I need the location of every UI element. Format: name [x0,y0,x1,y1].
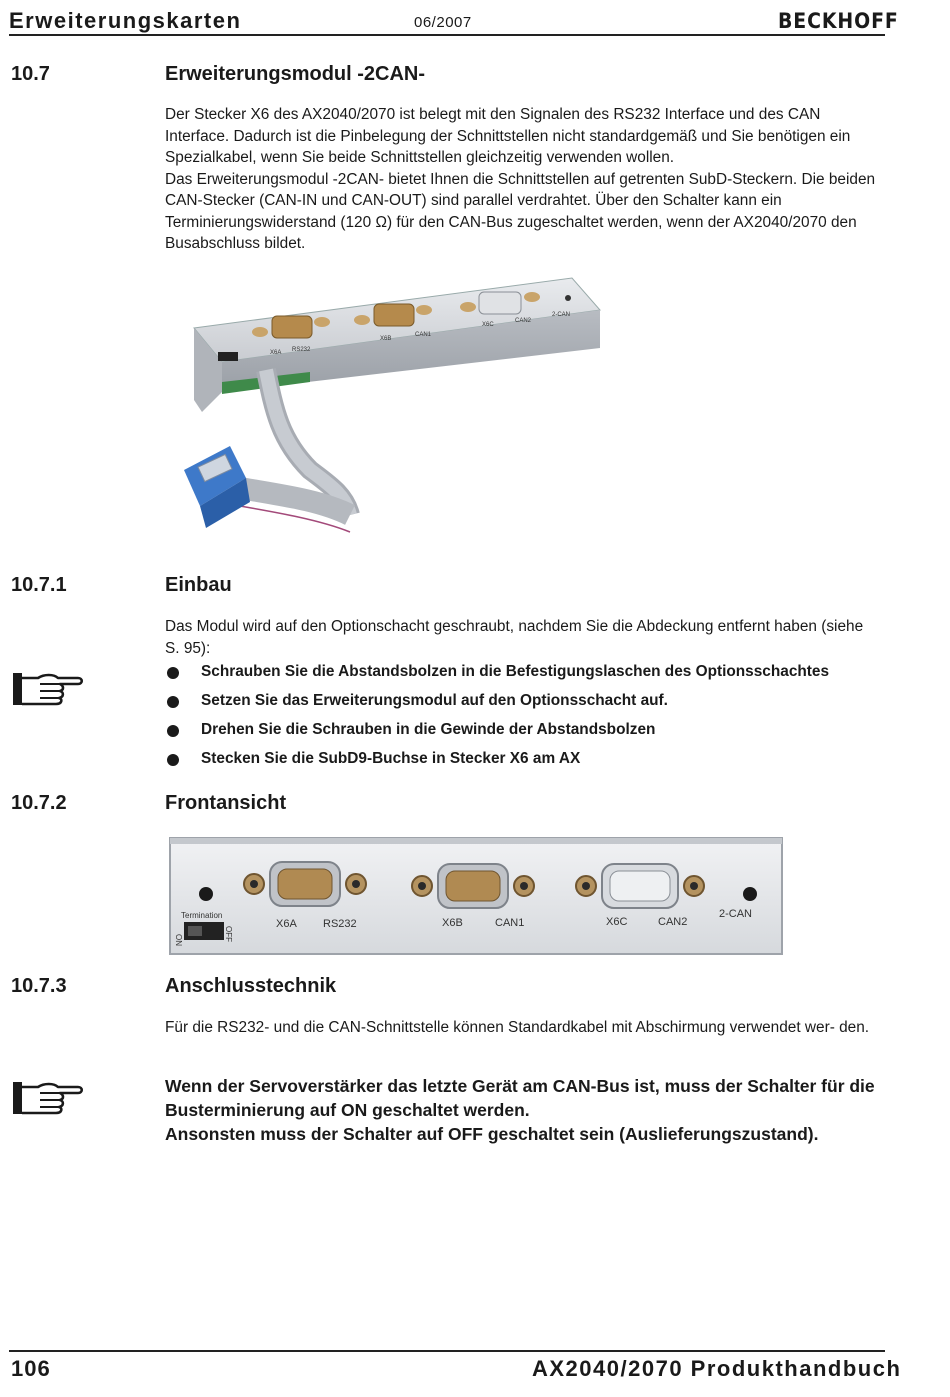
front-label-off: OFF [224,926,233,942]
pointing-hand-icon [10,1079,84,1119]
pointing-hand-icon [10,670,84,710]
front-view-photo [168,836,784,956]
module-photo [170,270,610,540]
warning-line: Ansonsten muss der Schalter auf OFF geschaltet sein (Auslieferungszustand). [165,1124,819,1144]
subsection-title: Anschlusstechnik [165,975,337,997]
warning-line: Wenn der Servoverstärker das letzte Gerät am CAN-Bus ist, muss der Schalter für die Busterminierung auf ON geschaltet werden. [165,1076,875,1120]
header-date: 06/2007 [414,14,472,31]
header-rule [9,34,885,36]
subsection-number: 10.7.2 [11,792,67,814]
front-label-termination: Termination [181,911,223,920]
front-label-can2: CAN2 [658,916,688,928]
front-label-can1: CAN1 [495,917,525,929]
paragraph: Das Erweiterungsmodul -2CAN- bietet Ihnen die Schnittstellen auf getrenten SubD-Steckern. Die beiden CAN-Stecker (CAN-IN und CAN-OUT) sind parallel verdrahtet. Über den Schalter kann ein Terminierungswiderstand (120 Ω) für den CAN-Bus zugeschaltet werden, wenn der AX2040/2070 den Busabschluss bildet. [165,170,876,252]
bullet-icon [167,696,179,708]
photo-label-can1: CAN1 [415,332,432,338]
front-label-x6b: X6B [442,917,463,929]
list-item: Setzen Sie das Erweiterungsmodul auf den Optionsschacht auf. [165,692,885,721]
front-label-2can: 2-CAN [719,908,753,920]
section-title: Erweiterungsmodul -2CAN- [165,63,426,85]
subsection-number: 10.7.1 [11,574,67,596]
subsection-title: Frontansicht [165,792,287,814]
photo-label-x6c: X6C [482,322,494,328]
photo-label-can2: CAN2 [515,318,532,324]
photo-label-x6b: X6B [380,336,392,342]
brand-logo: BECKHOFF [778,9,899,33]
photo-label-x6a: X6A [270,350,282,356]
bullet-icon [167,667,179,679]
section-body [165,104,880,255]
list-item: Schrauben Sie die Abstandsbolzen in die Befestigungslaschen des Optionsschachtes [165,663,885,692]
warning-note [165,1074,885,1146]
photo-label-2can: 2-CAN [552,312,571,318]
bullet-icon [167,725,179,737]
anschluss-text: Für die RS232- und die CAN-Schnittstelle können Standardkabel mit Abschirmung verwendet wer- den. [165,1019,870,1036]
front-label-on: ON [174,934,183,946]
page-number: 106 [11,1356,51,1381]
front-label-x6c: X6C [606,916,628,928]
einbau-steps [165,663,885,779]
footer-title: AX2040/2070 Produkthandbuch [532,1356,902,1381]
subsection-number: 10.7.3 [11,975,67,997]
bullet-icon [167,754,179,766]
list-item: Drehen Sie die Schrauben in die Gewinde der Abstandsbolzen [165,721,885,750]
header-title: Erweiterungskarten [9,8,242,33]
photo-label-rs232: RS232 [292,347,311,353]
footer-rule [9,1350,885,1352]
front-label-rs232: RS232 [323,918,357,930]
paragraph: Der Stecker X6 des AX2040/2070 ist belegt mit den Signalen des RS232 Interface und des CAN Interface. Dadurch ist die Pinbelegung der Schnittstellen nicht standardgemäß und Sie benötigen ein Spezialkabel, wenn Sie beide Schnittstellen gleichzeitig verwenden wollen. [165,106,851,166]
einbau-intro: Das Modul wird auf den Optionschacht geschraubt, nachdem Sie die Abdeckung entfernt haben (siehe S. 95): [165,618,864,657]
subsection-title: Einbau [165,574,232,596]
section-number: 10.7 [11,63,50,85]
list-item: Stecken Sie die SubD9-Buchse in Stecker X6 am AX [165,750,885,779]
front-label-x6a: X6A [276,918,297,930]
